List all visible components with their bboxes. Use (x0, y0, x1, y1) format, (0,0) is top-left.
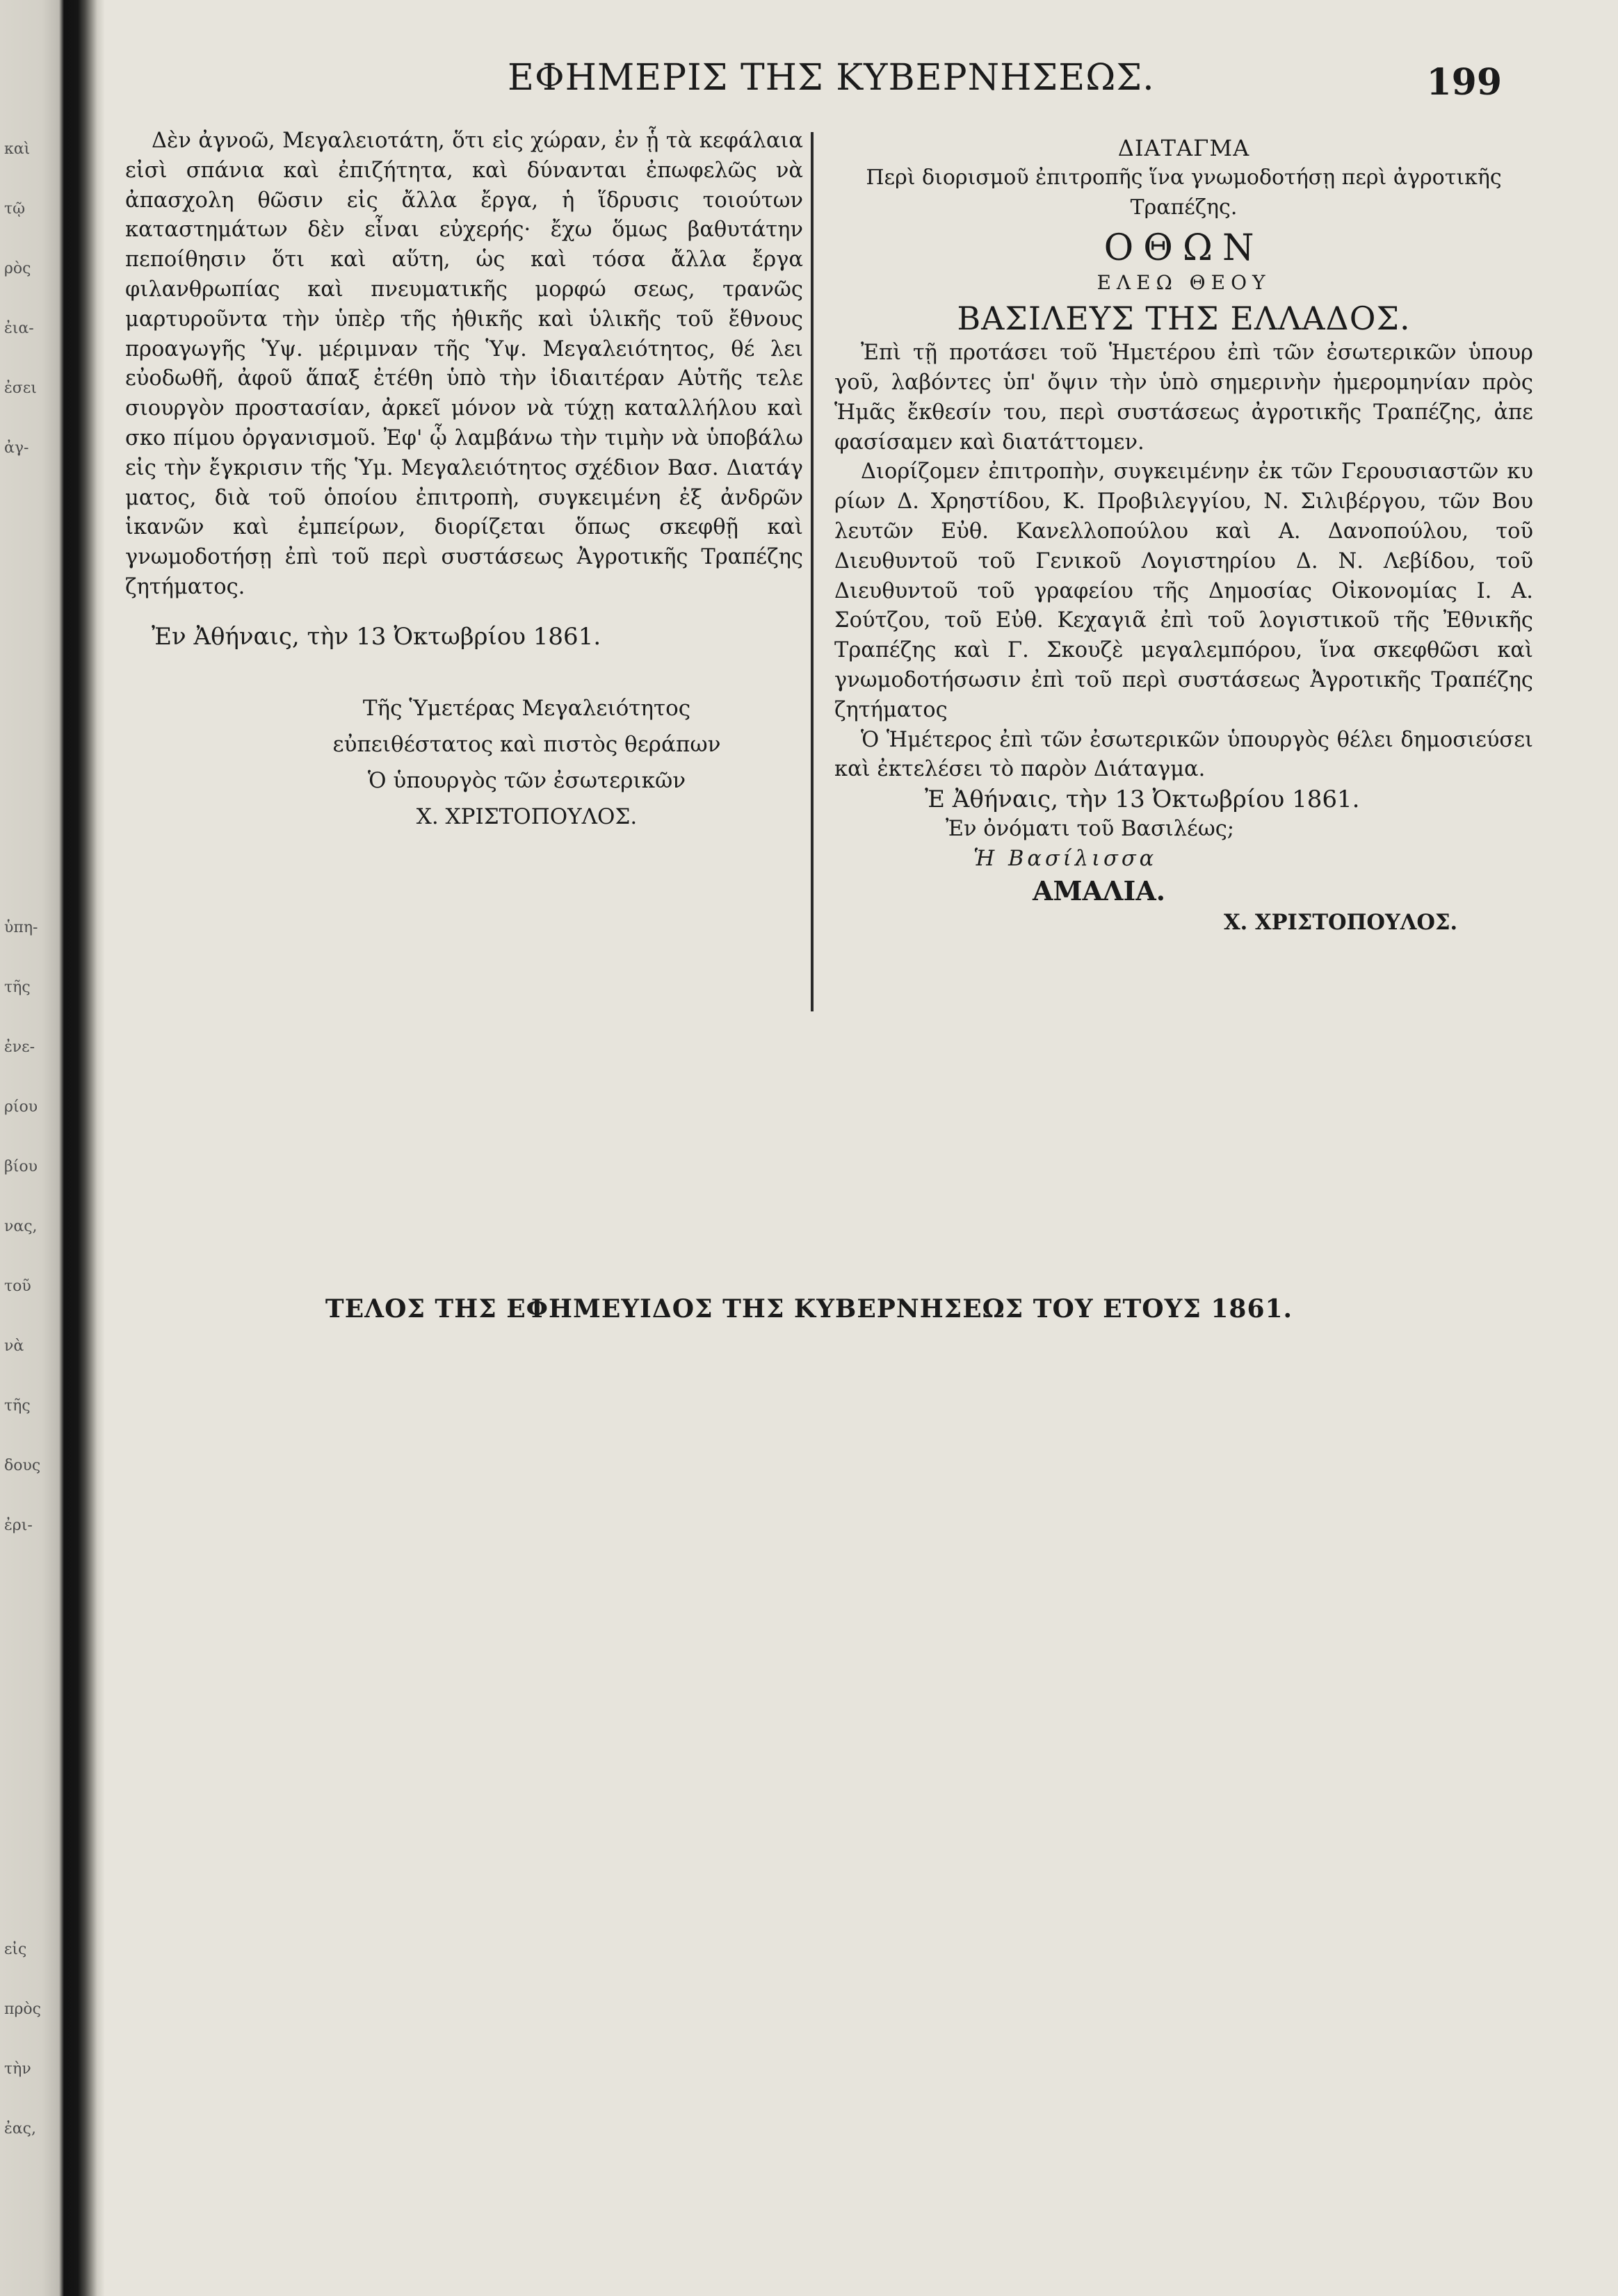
end-of-volume-notice: ΤΕΛΟΣ ΤΗΣ ΕΦΗΜΕΥΙΔΟΣ ΤΗΣ ΚΥΒΕΡΝΗΣΕΩΣ ΤΟΥ ΕΤΟΥΣ 1861. (325, 1294, 1293, 1324)
gutter-fragment: ἐρι- (4, 1517, 33, 1534)
decree-paragraph-3: Ὁ Ἡμέτερος ἐπὶ τῶν ἐσωτερικῶν ὑπουργὸς θέλει δημοσιεύσει καὶ ἐκτελέσει τὸ παρὸν Διάταγμα. (834, 727, 1533, 782)
gutter-fragment: νὰ (4, 1337, 24, 1355)
gutter-fragment: δους (4, 1457, 41, 1474)
report-date: Ἐν Ἀθήναις, τὴν 13 Ὀκτωβρίου 1861. (152, 622, 601, 651)
signature-name: Χ. ΧΡΙΣΤΟΠΟΥΛΟΣ. (416, 804, 638, 829)
decree-heading: ΔΙΑΤΑΓΜΑ (1117, 135, 1250, 161)
queen-signature: ΑΜΑΛΙΑ. (1033, 874, 1166, 906)
gutter-fragment: ἐια- (4, 320, 34, 337)
gutter-fragment: ἐσει (4, 380, 37, 397)
gutter-fragment: πρὸς (4, 2001, 41, 2018)
running-title: ΕΦΗΜΕΡΙΣ ΤΗΣ ΚΥΒΕΡΝΗΣΕΩΣ. (508, 57, 1155, 99)
decree-date: Ἐ Ἀθήναις, τὴν 13 Ὀκτωβρίου 1861. (925, 785, 1360, 814)
left-column-report (125, 127, 803, 835)
gutter-fragment: καὶ (4, 140, 31, 158)
gutter-fragment: τῷ (4, 200, 26, 218)
gutter-fragment: ὑπη- (4, 919, 38, 936)
king-name: ΟΘΩΝ (1103, 227, 1264, 270)
minister-signature: Χ. ΧΡΙΣΤΟΠΟΥΛΟΣ. (1224, 909, 1458, 935)
king-title: ΒΑΣΙΛΕΥΣ ΤΗΣ ΕΛΛΑΔΟΣ. (957, 300, 1411, 338)
decree-paragraph-1: Ἐπὶ τῇ προτάσει τοῦ Ἡμετέρου ἐπὶ τῶν ἐσωτερικῶν ὑπουρ γοῦ, λαβόντες ὑπ' ὄψιν τὴν ὑπὸ σημερινὴν ἡμερομηνίαν πρὸς Ἡμᾶς ἔκθεσίν του, περὶ συστάσεως ἀγροτικῆς Τραπέζης, ἀπε φασίσαμεν καὶ διατάττομεν. (834, 341, 1533, 455)
report-signature (250, 690, 803, 835)
signature-line-3: Ὁ ὑπουργὸς τῶν ἐσωτερικῶν (367, 767, 686, 793)
gutter-fragment: τοῦ (4, 1278, 31, 1295)
gutter-fragment: τῆς (4, 1397, 31, 1415)
gutter-fragment: ρίου (4, 1098, 38, 1116)
gutter-fragment: ἐνε- (4, 1039, 35, 1056)
right-column-decree (834, 127, 1533, 937)
report-paragraph: Δὲν ἀγνοῶ, Μεγαλειοτάτη, ὅτι εἰς χώραν, ἐν ᾗ τὰ κεφάλαια εἰσὶ σπάνια καὶ ἐπιζήτητα, καὶ δύνανται ἐπωφελῶς νὰ ἀπασχολη θῶσιν εἰς ἄλλα ἔργα, ἡ ἵδρυσις τοιούτων καταστημάτων δὲν εἶναι εὐχερής· ἔχω ὅμως βαθυτάτην πεποίθησιν ὅτι καὶ αὕτη, ὡς καὶ τόσα ἄλλα ἔργα φιλανθρωπίας καὶ πνευματικῆς μορφώ σεως, τρανῶς μαρτυροῦντα τὴν ὑπὲρ τῆς ἠθικῆς καὶ ὑλικῆς τοῦ ἔθνους προαγωγῆς Ὑψ. μέριμναν τῆς Ὑψ. Μεγαλειότητος, θέ λει εὐοδωθῆ, ἀφοῦ ἅπαξ ἐτέθη ὑπὸ τὴν ἰδιαιτέραν Αὐτῆς τελε σιουργὸν προστασίαν, ἀρκεῖ μόνον νὰ τύχῃ καταλλήλου καὶ σκο πίμου ὀργανισμοῦ. Ἐφ' ᾧ λαμβάνω τὴν τιμὴν νὰ ὑποβάλω εἰς τὴν ἔγκρισιν τῆς Ὑμ. Μεγαλειότητος σχέδιον Βασ. Διατάγ ματος, διὰ τοῦ ὁποίου ἐπιτροπὴ, συγκειμένη ἐξ ἀνδρῶν ἱκανῶν καὶ ἐμπείρων, διορίζεται ὅπως σκεφθῇ καὶ γνωμοδοτήσῃ ἐπὶ τοῦ περὶ συστάσεως Ἀγροτικῆς Τραπέζης ζητήματος. (125, 129, 803, 599)
gutter-fragment: τὴν (4, 2060, 31, 2078)
gutter-fragment: ἀγ- (4, 439, 29, 457)
decree-subject: Περὶ διορισμοῦ ἐπιτροπῆς ἵνα γνωμοδοτήσῃ περὶ ἀγροτικῆς Τραπέζης. (866, 165, 1502, 220)
decree-signature-line-1: Ἐν ὀνόματι τοῦ Βασιλέως; (946, 816, 1235, 841)
page-header (487, 57, 1502, 120)
gutter-fragment: βίου (4, 1158, 38, 1175)
signature-line-1: Τῆς Ὑμετέρας Μεγαλειότητος (362, 695, 691, 721)
gutter-fragment: νας, (4, 1218, 38, 1235)
decree-paragraph-2: Διορίζομεν ἐπιτροπὴν, συγκειμένην ἐκ τῶν Γερουσιαστῶν κυ ρίων Δ. Χρηστίδου, Κ. Προβιλεγγίου, Ν. Σιλιβέργου, τῶν Βου λευτῶν Εὐθ. Κανελλοπούλου καὶ Α. Δανοπούλου, τοῦ Διευθυντοῦ τοῦ Γενικοῦ Λογιστηρίου Δ. Ν. Λεβίδου, τοῦ Διευθυντοῦ τοῦ γραφείου τῆς Δημοσίας Οἰκονομίας Ι. Α. Σούτζου, τοῦ Εὐθ. Κεχαγιᾶ ἐπὶ τοῦ λογιστικοῦ τῆς Ἐθνικῆς Τραπέζης καὶ Γ. Σκουζὲ μεγαλεμπόρου, ἵνα σκεφθῶσι καὶ γνωμοδοτήσωσιν ἐπὶ τοῦ περὶ συστάσεως Ἀγροτικῆς Τραπέζης ζητήματος (834, 459, 1533, 722)
decree-signature-line-2: Ἡ Βασίλισσα (973, 846, 1158, 871)
page-number: 199 (1426, 61, 1502, 104)
gutter-fragment: εἰς (4, 1941, 27, 1958)
gutter-fragment: τῆς (4, 979, 31, 996)
gutter-fragment: ρὸς (4, 260, 31, 277)
column-divider (811, 132, 814, 1011)
gutter-fragment: ἐας, (4, 2120, 36, 2138)
grace-of-god: ΕΛΕΩ ΘΕΟΥ (1097, 271, 1271, 295)
signature-line-2: εὐπειθέστατος καὶ πιστὸς θεράπων (332, 731, 721, 757)
facing-page-text-fragments (4, 132, 46, 2172)
